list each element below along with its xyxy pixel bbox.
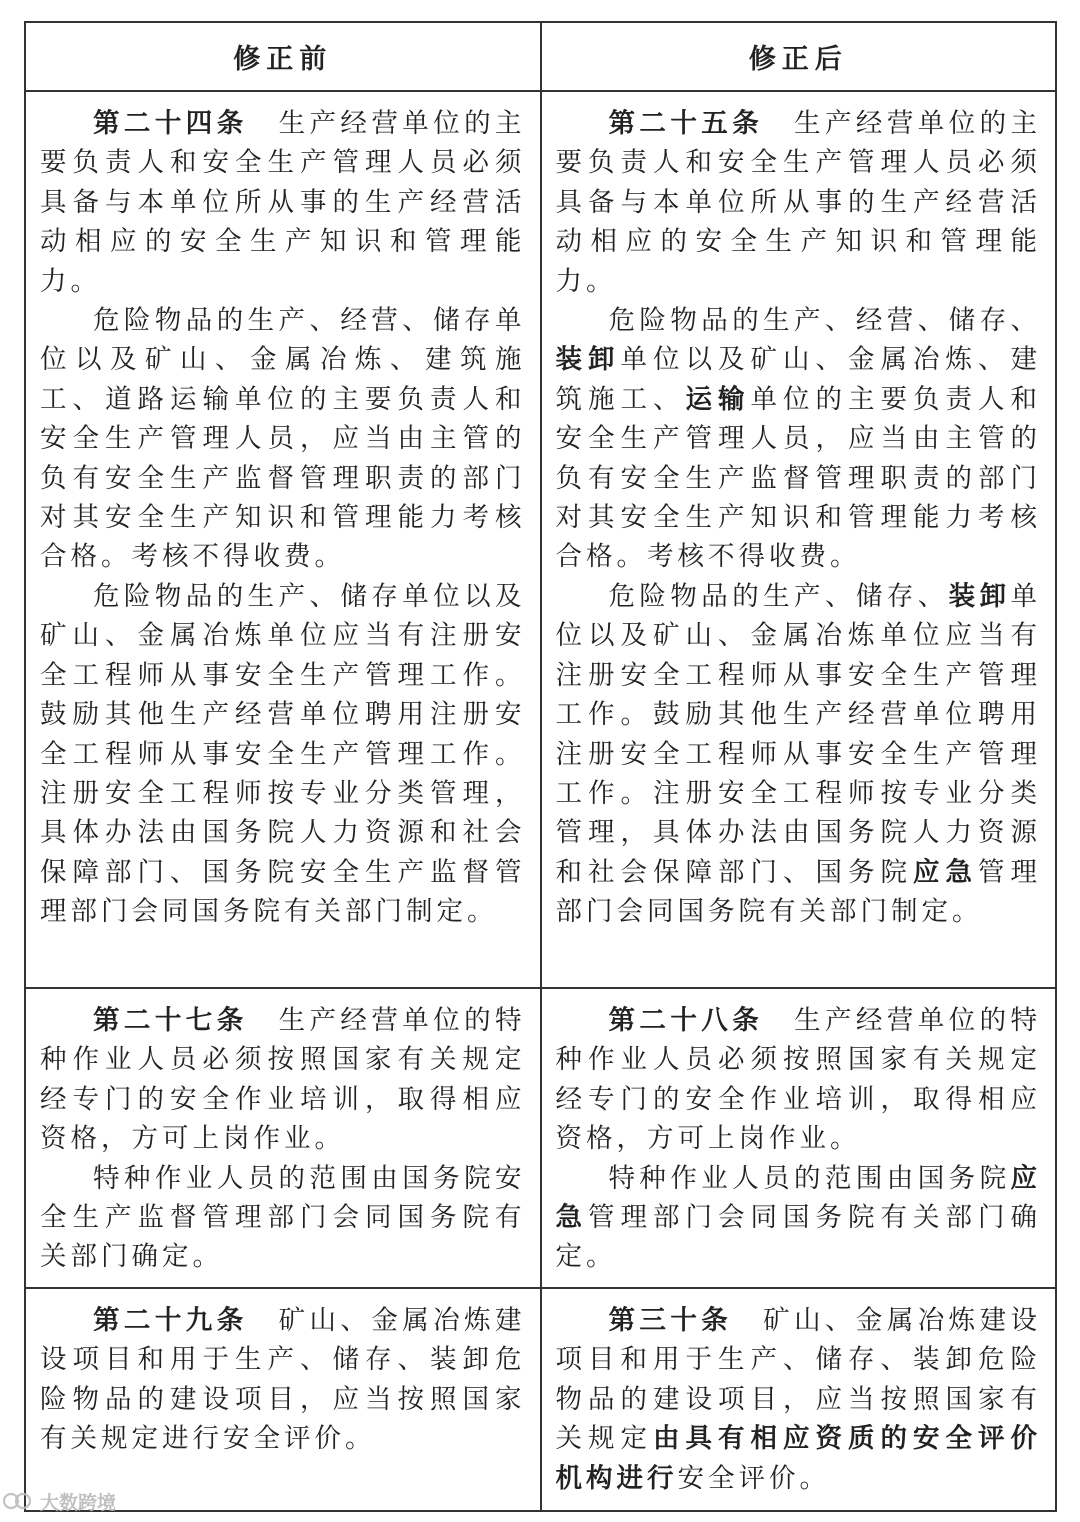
article-paragraph [556, 1001, 1042, 1159]
paragraph-text: 矿山、金属冶炼建设项目和用于生产、储存、装卸危险物品的建设项目，应当按照国家有关规定 [555, 1305, 1042, 1455]
amended-text: 由具有相应资质的安全评价机构进行 [555, 1423, 1041, 1494]
article-number: 第二十八条 [608, 1005, 764, 1036]
article-paragraph [556, 104, 1042, 301]
paragraph-text: 生产经营单位的主要负责人和安全生产管理人员必须具备与本单位所从事的生产经营活动相应的安全生产知识和管理能力。 [40, 108, 526, 297]
paragraph-text: 管理部门会同国务院有关部门确定。 [555, 1202, 1041, 1273]
paragraph-text: 生产经营单位的特种作业人员必须按照国家有关规定经专门的安全作业培训，取得相应资格，方可上岗作业。 [555, 1005, 1042, 1155]
paragraph-text: 生产经营单位的主要负责人和安全生产管理人员必须具备与本单位所从事的生产经营活动相应的安全生产知识和管理能力。 [555, 108, 1042, 297]
article-number: 第三十条 [608, 1305, 733, 1336]
paragraph-text: 单位的主要负责人和安全生产管理人员，应当由主管的负有安全生产监督管理职责的部门对其安全生产知识和管理能力考核合格。考核不得收费。 [555, 383, 1041, 573]
paragraph-text: 管理部门会同国务院有关部门制定。 [555, 856, 1041, 928]
paragraph-text: 危险物品的生产、经营、储存单位以及矿山、金属冶炼、建筑施工、道路运输单位的主要负责人和安全生产管理人员，应当由主管的负有安全生产监督管理职责的部门对其安全生产知识和管理能力考核合格。考核不得收费。 [40, 305, 526, 573]
paragraph [556, 577, 1042, 932]
article-number: 第二十九条 [93, 1305, 248, 1336]
table-row [25, 91, 1056, 988]
header-row [25, 22, 1056, 91]
article-paragraph [40, 1301, 526, 1459]
paragraph-text: 生产经营单位的特种作业人员必须按照国家有关规定经专门的安全作业培训，取得相应资格，方可上岗作业。 [40, 1005, 526, 1155]
paragraph-text: 单位以及矿山、金属冶炼单位应当有注册安全工程师从事安全生产管理工作。鼓励其他生产经营单位聘用注册安全工程师从事安全生产管理工作。注册安全工程师按专业分类管理，具体办法由国务院人力资源和社会保障部门、国务院 [555, 580, 1042, 888]
paragraph-text: 危险物品的生产、经营、储存、 [608, 305, 1041, 337]
paragraph [40, 301, 526, 577]
watermark [2, 1488, 152, 1514]
paragraph [556, 301, 1042, 577]
paragraph-text: 特种作业人员的范围由国务院安全生产监督管理部门会同国务院有关部门确定。 [40, 1162, 526, 1273]
row-3-before-cell [25, 1288, 541, 1511]
paragraph-text: 危险物品的生产、储存、 [608, 580, 949, 612]
row-2-after-cell [541, 988, 1057, 1288]
paragraph [40, 577, 526, 932]
paragraph [40, 1159, 526, 1277]
table-row [25, 988, 1056, 1288]
amended-text: 装卸 [948, 580, 1011, 612]
comparison-table [24, 21, 1057, 1512]
brand-logo-icon [2, 1490, 36, 1512]
amended-text: 应急 [555, 1162, 1041, 1234]
table-row [25, 1288, 1056, 1511]
watermark-text: 大数跨境 [40, 1491, 117, 1514]
paragraph [556, 1159, 1042, 1277]
row-1-before-cell [25, 91, 541, 988]
paragraph-text: 安全评价。 [677, 1462, 830, 1494]
row-1-after-cell [541, 91, 1057, 988]
paragraph-text: 特种作业人员的范围由国务院 [608, 1162, 1011, 1194]
article-number: 第二十五条 [608, 108, 764, 139]
paragraph-text: 矿山、金属冶炼建设项目和用于生产、储存、装卸危险物品的建设项目，应当按照国家有关规定进行安全评价。 [40, 1305, 526, 1455]
article-number: 第二十四条 [93, 108, 248, 139]
header-after: 修正后 [541, 22, 1057, 91]
amended-text: 运输 [685, 383, 751, 415]
article-paragraph [556, 1301, 1042, 1498]
article-number: 第二十七条 [93, 1005, 248, 1036]
amended-text: 装卸 [555, 344, 621, 376]
row-2-before-cell [25, 988, 541, 1288]
paragraph-text: 单位以及矿山、金属冶炼、建筑施工、 [555, 344, 1041, 415]
row-3-after-cell [541, 1288, 1057, 1511]
article-paragraph [40, 1001, 526, 1159]
article-paragraph [40, 104, 526, 301]
paragraph-text: 危险物品的生产、储存单位以及矿山、金属冶炼单位应当有注册安全工程师从事安全生产管理工作。鼓励其他生产经营单位聘用注册安全工程师从事安全生产管理工作。注册安全工程师按专业分类管理，具体办法由国务院人力资源和社会保障部门、国务院安全生产监督管理部门会同国务院有关部门制定。 [40, 580, 526, 928]
header-before: 修正前 [25, 22, 541, 91]
amended-text: 应急 [913, 856, 978, 888]
